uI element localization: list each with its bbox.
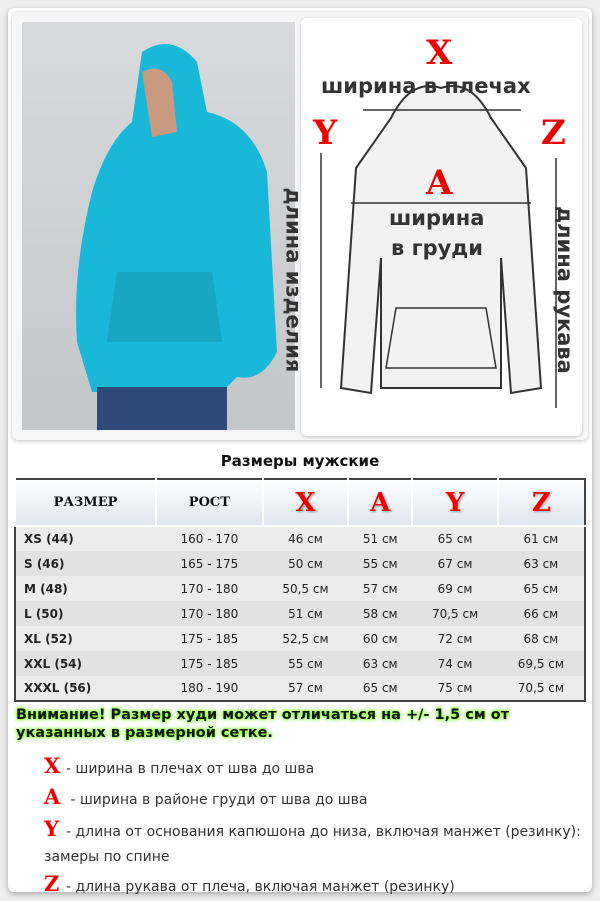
- table-cell: 70,5 см: [412, 601, 497, 626]
- header-z: Z: [498, 479, 585, 526]
- legend-text: - ширина в районе груди от шва до шва: [66, 792, 368, 808]
- table-cell: 65 см: [437, 532, 473, 546]
- label-a: A: [426, 163, 453, 203]
- table-cell: 180 - 190: [180, 681, 239, 695]
- table-cell: 65 см: [523, 581, 559, 596]
- table-row: [15, 626, 585, 651]
- table-row: [15, 576, 585, 601]
- header-x: X: [263, 479, 348, 526]
- table-cell: 57 см: [288, 681, 323, 695]
- table-row: [15, 551, 585, 576]
- table-cell: 55 см: [348, 551, 412, 576]
- label-sleeve: длина рукава: [552, 206, 577, 374]
- label-x: X: [426, 33, 453, 73]
- size-table: [14, 478, 586, 702]
- legend-letter: X: [44, 753, 61, 778]
- table-cell: 50 см: [263, 551, 348, 576]
- legend-text: - ширина в плечах от шва до шва: [66, 761, 315, 777]
- table-cell: 75 см: [437, 681, 473, 695]
- header-height: РОСТ: [156, 479, 263, 526]
- table-cell: 55 см: [263, 651, 348, 676]
- header-a: A: [348, 479, 412, 526]
- table-cell: 61 см: [523, 532, 559, 546]
- legend-letter: A: [44, 784, 61, 809]
- legend-letter: Z: [44, 871, 60, 896]
- table-row: [15, 601, 585, 626]
- table-cell: 74 см: [412, 651, 497, 676]
- label-length: длина изделия: [281, 187, 306, 373]
- product-photo: [22, 22, 295, 430]
- legend-text: - длина рукава от плеча, включая манжет (резинку): [66, 879, 455, 895]
- table-cell: 67 см: [412, 551, 497, 576]
- table-cell: 52,5 см: [282, 631, 329, 646]
- table-cell: 175 - 185: [156, 651, 263, 676]
- label-chest-2: в груди: [391, 236, 483, 260]
- table-cell: 58 см: [348, 601, 412, 626]
- table-cell: S (46): [15, 551, 156, 576]
- table-title: Размеры мужские: [220, 452, 380, 470]
- table-cell: L (50): [15, 601, 156, 626]
- table-row: [15, 651, 585, 676]
- table-cell: XXXL (56): [24, 681, 92, 695]
- table-cell: M (48): [24, 581, 68, 596]
- table-cell: 165 - 175: [156, 551, 263, 576]
- label-z: Z: [541, 113, 566, 153]
- table-cell: 63 см: [348, 651, 412, 676]
- table-cell: 51 см: [362, 532, 398, 546]
- table-cell: 46 см: [288, 532, 323, 546]
- header-y: Y: [412, 479, 497, 526]
- header-size: РАЗМЕР: [15, 479, 156, 526]
- table-cell: 69 см: [437, 581, 473, 596]
- legend-item-z: [44, 870, 584, 901]
- label-chest-1: ширина: [389, 206, 485, 230]
- table-cell: 68 см: [523, 631, 559, 646]
- legend-text: - длина от основания капюшона до низа, включая манжет (резинку): замеры по спине: [44, 824, 581, 865]
- table-cell: 50,5 см: [282, 581, 329, 596]
- label-y: Y: [313, 113, 338, 153]
- table-cell: 51 см: [263, 601, 348, 626]
- table-row: [15, 526, 585, 551]
- table-cell: 160 - 170: [180, 532, 239, 546]
- warning-text: Внимание! Размер худи может отличаться на +/- 1,5 см от указанных в размерной сетке.: [16, 707, 510, 741]
- label-shoulder-width: ширина в плечах: [321, 74, 531, 98]
- table-cell: 65 см: [362, 681, 398, 695]
- table-cell: XS (44): [24, 532, 74, 546]
- table-cell: 170 - 180: [180, 581, 239, 596]
- legend-item-y: [44, 816, 584, 870]
- table-cell: XXL (54): [15, 651, 156, 676]
- legend-item-a: [44, 783, 584, 814]
- table-cell: 69,5 см: [498, 651, 585, 676]
- table-cell: 60 см: [362, 631, 398, 646]
- legend: [44, 752, 584, 901]
- table-cell: 175 - 185: [180, 631, 239, 646]
- table-cell: 170 - 180: [156, 601, 263, 626]
- table-cell: XL (52): [24, 631, 73, 646]
- table-cell: 70,5 см: [517, 681, 564, 695]
- table-cell: 57 см: [362, 581, 398, 596]
- legend-letter: Y: [44, 816, 59, 841]
- measurement-diagram: [281, 18, 582, 436]
- legend-item-x: [44, 752, 584, 783]
- table-cell: 72 см: [437, 631, 473, 646]
- table-header-row: [15, 479, 585, 526]
- table-row: [15, 676, 585, 701]
- table-cell: 66 см: [498, 601, 585, 626]
- table-cell: 63 см: [498, 551, 585, 576]
